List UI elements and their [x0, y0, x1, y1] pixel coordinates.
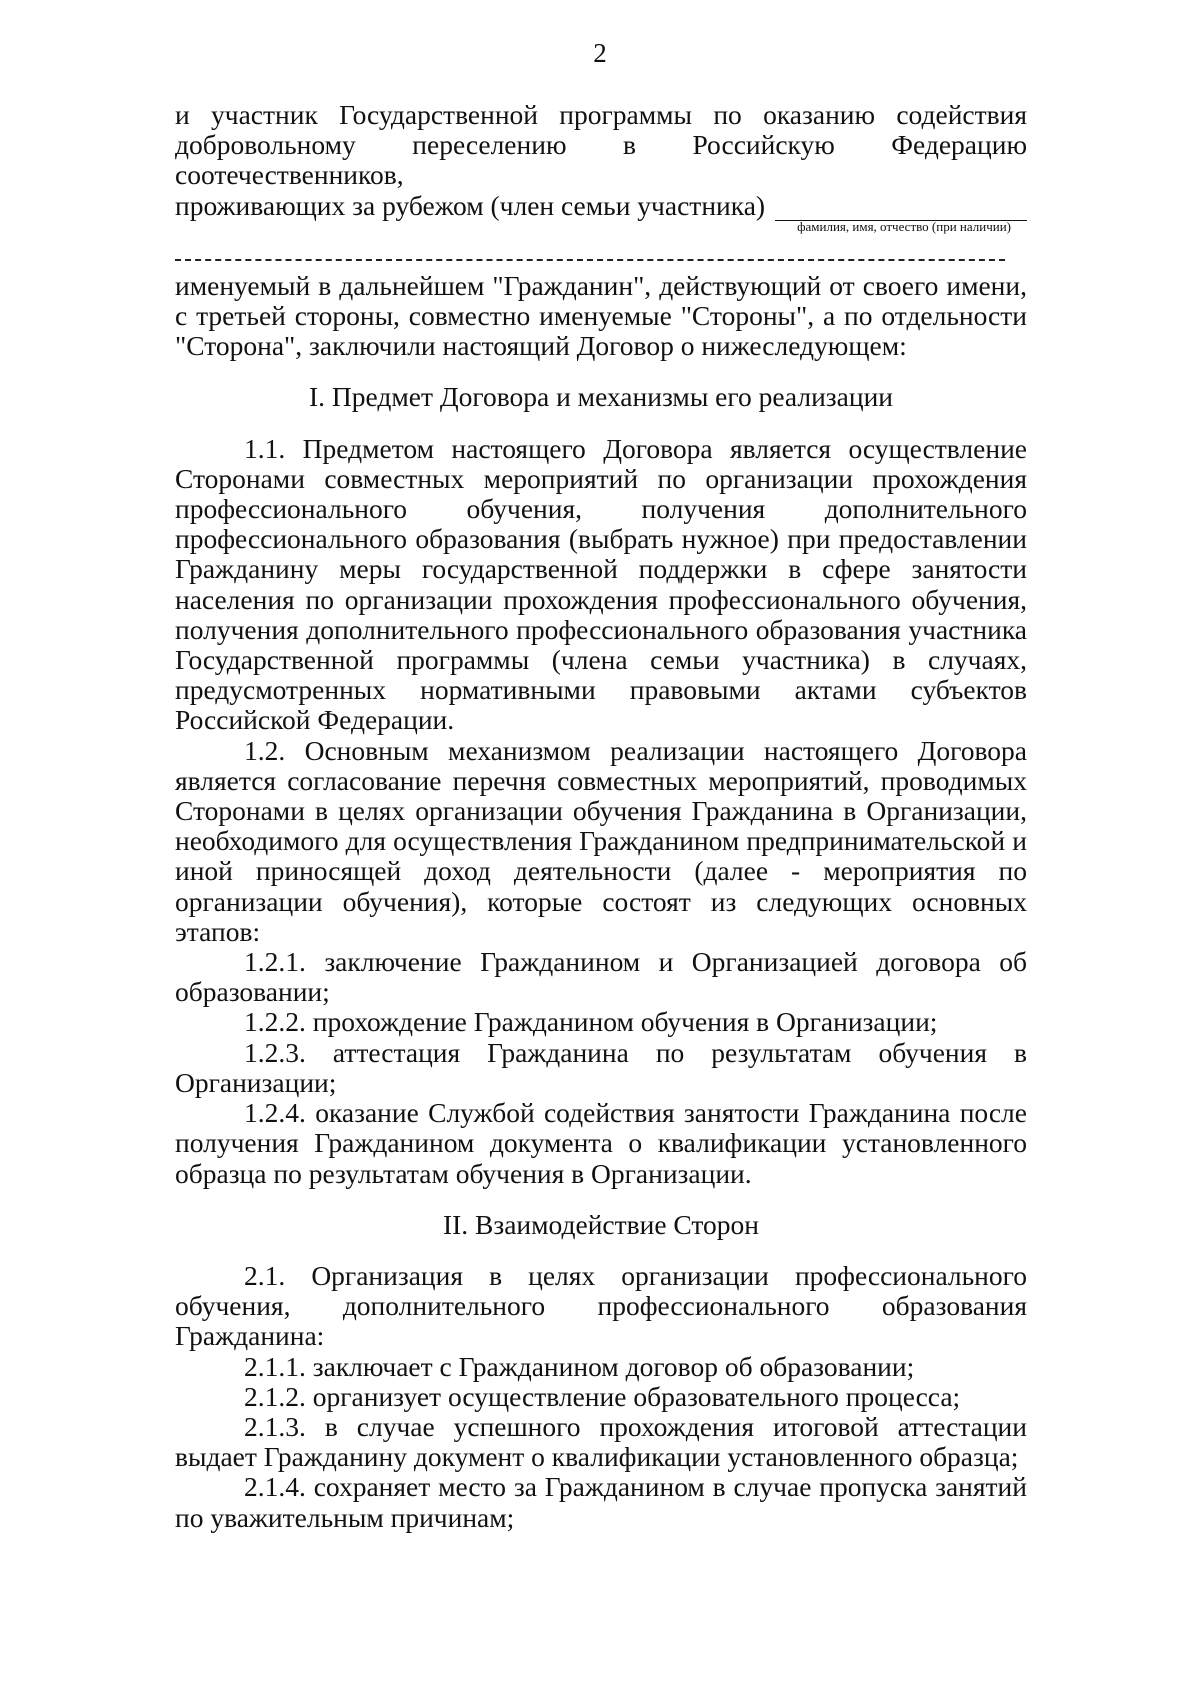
clause-1-2-1: 1.2.1. заключение Гражданином и Организацией договора об образовании; [175, 946, 1027, 1008]
full-name-blank-caption: фамилия, имя, отчество (при наличии) [797, 218, 1011, 234]
name-continuation-dashed-line [175, 259, 1005, 261]
clause-1-2-4: 1.2.4. оказание Службой содействия занятости Гражданина после получения Гражданином документа о квалификации установленного образца по результатам обучения в Организации. [175, 1097, 1027, 1189]
clause-2-1: 2.1. Организация в целях организации профессионального обучения, дополнительного профессионального образования Гражданина: [175, 1259, 1027, 1352]
clause-2-1-1: 2.1.1. заключает с Гражданином договор об образовании; [244, 1350, 915, 1382]
intro-line-2: добровольному переселению в Российскую Федерацию соотечественников, [175, 129, 1027, 191]
intro-line-3-text: проживающих за рубежом (член семьи участника) [175, 189, 766, 221]
clause-2-1-4: 2.1.4. сохраняет место за Гражданином в случае пропуска занятий по уважительным причинам; [175, 1471, 1027, 1533]
clause-1-2-2: 1.2.2. прохождение Гражданином обучения в Организации; [244, 1006, 938, 1038]
full-name-blank-field [775, 192, 1027, 234]
intro-line-1: и участник Государственной программы по оказанию содействия [175, 99, 1027, 130]
clause-2-1-2: 2.1.2. организует осуществление образовательного процесса; [244, 1380, 961, 1412]
section-2-title: II. Взаимодействие Сторон [442, 1208, 760, 1240]
intro-line-3 [175, 189, 1027, 234]
clause-1-2: 1.2. Основным механизмом реализации настоящего Договора является согласование перечня совместных мероприятий, проводимых Сторонами в целях организации обучения Гражданина в Организации, необходимого для осуществления Гражданином предпринимательской и иной приносящей доход деятельности (далее - мероприятия по организации обучения), которые состоят из следующих основных этапов: [175, 734, 1027, 947]
document-body [175, 100, 1027, 1533]
parties-paragraph: именуемый в дальнейшем "Гражданин", действующий от своего имени, с третьей стороны, совместно именуемые "Стороны", а по отдельности "Сторона", заключили настоящий Договор о нижеследующем: [175, 269, 1027, 362]
clause-1-1: 1.1. Предметом настоящего Договора является осуществление Сторонами совместных мероприятий по организации прохождения профессионального обучения, получения дополнительного профессионального образования (выбрать нужное) при предоставлении Гражданину меры государственной поддержки в сфере занятости населения по организации прохождения профессионального обучения, получения дополнительного профессионального образования участника Государственной программы (члена семьи участника) в случаях, предусмотренных нормативными правовыми актами субъектов Российской Федерации. [175, 432, 1027, 736]
clause-1-2-3: 1.2.3. аттестация Гражданина по результатам обучения в Организации; [175, 1036, 1027, 1098]
clause-2-1-3: 2.1.3. в случае успешного прохождения итоговой аттестации выдает Гражданину документ о квалификации установленного образца; [175, 1410, 1027, 1473]
section-1-title: I. Предмет Договора и механизмы его реализации [309, 381, 893, 413]
page-number: 2 [593, 38, 607, 68]
